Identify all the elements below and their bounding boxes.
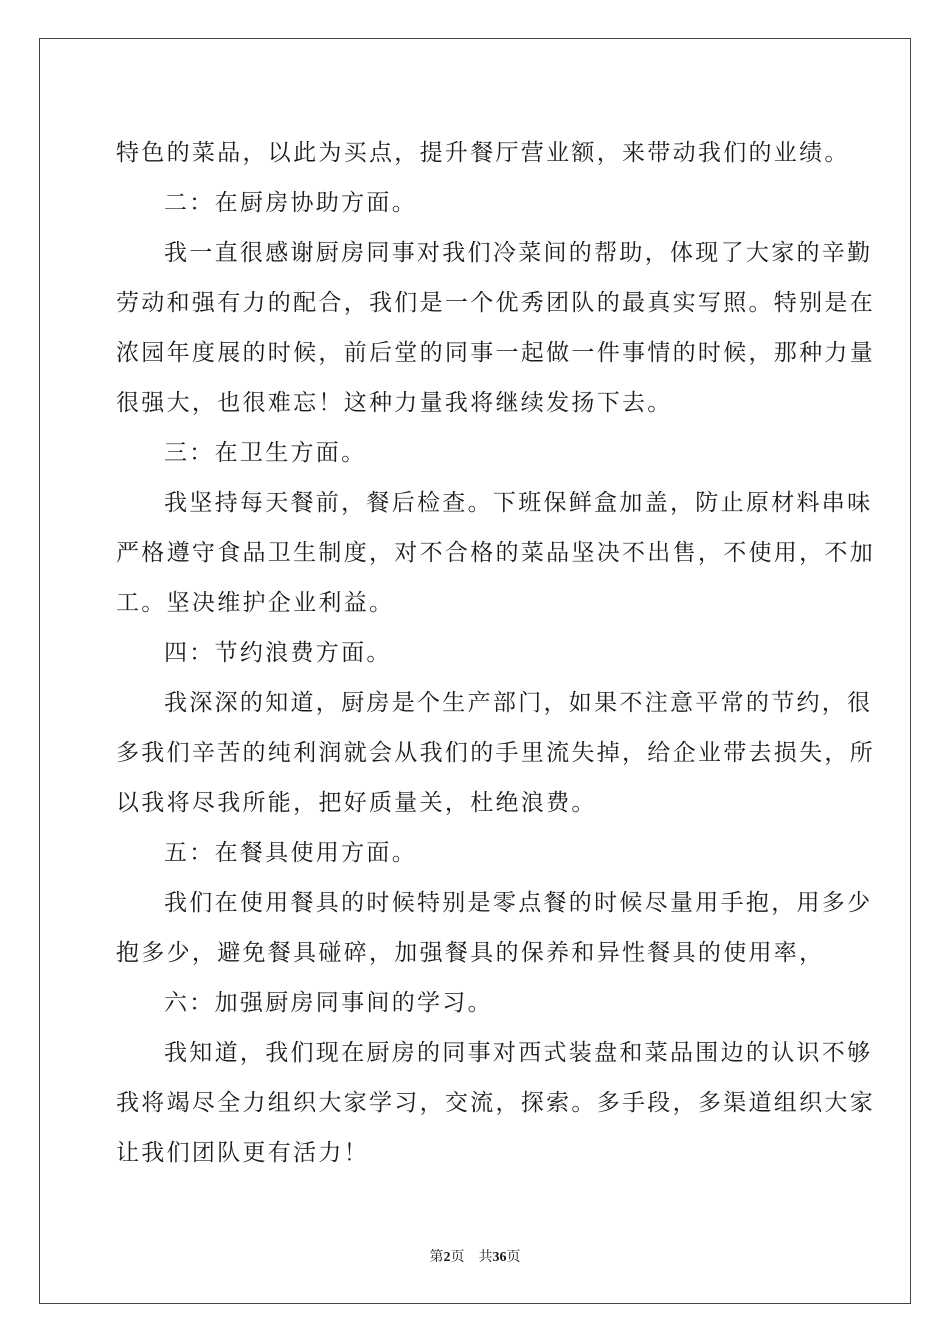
paragraph-line: 严格遵守食品卫生制度，对不合格的菜品坚决不出售，不使用，不加 [116, 540, 875, 566]
paragraph-line: 我深深的知道，厨房是个生产部门，如果不注意平常的节约，很 [164, 690, 873, 716]
section-heading: 六：加强厨房同事间的学习。 [164, 990, 493, 1016]
paragraph-line: 我坚持每天餐前，餐后检查。下班保鲜盒加盖，防止原材料串味 [164, 490, 873, 516]
paragraph-line: 我知道，我们现在厨房的同事对西式装盘和菜品围边的认识不够 [164, 1040, 873, 1066]
paragraph-line: 劳动和强有力的配合，我们是一个优秀团队的最真实写照。特别是在 [116, 290, 875, 316]
page-number: 2 [443, 1250, 451, 1265]
paragraph-line: 我一直很感谢厨房同事对我们冷菜间的帮助，体现了大家的辛勤 [164, 240, 873, 266]
paragraph-line: 很强大，也很难忘！这种力量我将继续发扬下去。 [116, 390, 673, 416]
page-footer [0, 1246, 950, 1266]
page-suffix: 页 [450, 1250, 465, 1265]
paragraph-line: 多我们辛苦的纯利润就会从我们的手里流失掉，给企业带去损失，所 [116, 740, 875, 766]
paragraph-line: 以我将尽我所能，把好质量关，杜绝浪费。 [116, 790, 597, 816]
paragraph-line: 特色的菜品，以此为买点，提升餐厅营业额，来带动我们的业绩。 [116, 140, 850, 166]
document-body [116, 128, 875, 1178]
section-heading: 二：在厨房协助方面。 [164, 190, 417, 216]
section-heading: 四：节约浪费方面。 [164, 640, 392, 666]
total-prefix: 共 [478, 1250, 493, 1265]
paragraph-line: 工。坚决维护企业利益。 [116, 590, 395, 616]
section-heading: 五：在餐具使用方面。 [164, 840, 417, 866]
paragraph-line: 我们在使用餐具的时候特别是零点餐的时候尽量用手抱，用多少 [164, 890, 873, 916]
paragraph-line: 我将竭尽全力组织大家学习，交流，探索。多手段，多渠道组织大家 [116, 1090, 875, 1116]
paragraph-line: 抱多少，避免餐具碰碎，加强餐具的保养和异性餐具的使用率， [116, 940, 825, 966]
section-heading: 三：在卫生方面。 [164, 440, 367, 466]
total-suffix: 页 [506, 1250, 521, 1265]
page-prefix: 第 [429, 1250, 444, 1265]
paragraph-line: 让我们团队更有活力！ [116, 1140, 369, 1166]
paragraph-line: 浓园年度展的时候，前后堂的同事一起做一件事情的时候，那种力量 [116, 340, 875, 366]
total-pages: 36 [492, 1250, 507, 1265]
